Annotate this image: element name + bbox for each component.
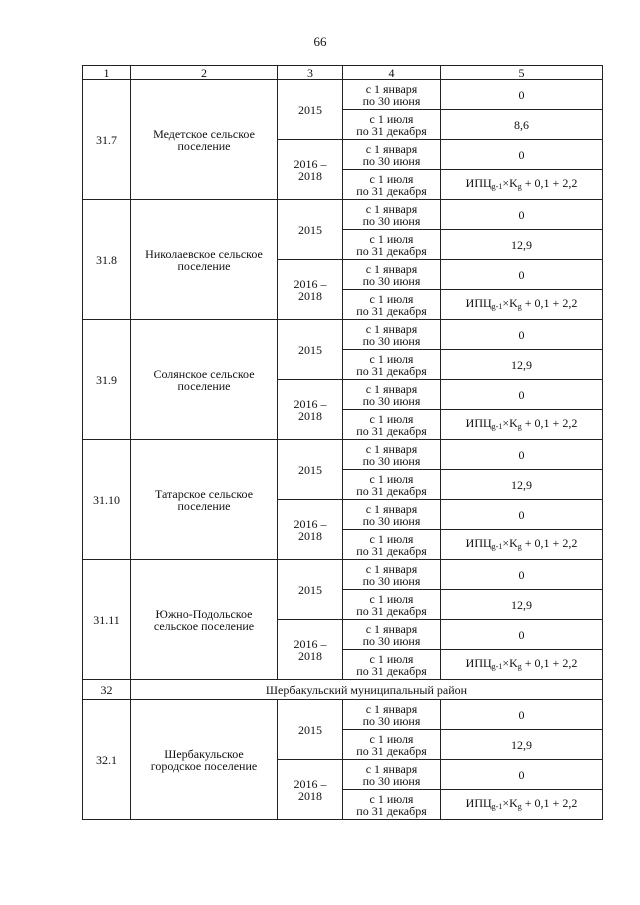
period-text: с 1 января (365, 381, 418, 396)
period-text: по 31 декабря (356, 123, 427, 138)
formula-base: ИПЦ (465, 655, 492, 670)
formula-tail: + 0,1 + 2,2 (521, 655, 578, 670)
value-cell (441, 590, 603, 620)
period-text: с 1 июля (369, 111, 414, 126)
formula-base: ИПЦ (465, 415, 492, 430)
period-cell (343, 290, 441, 320)
year-text: 2015 (298, 462, 322, 477)
period-cell (343, 560, 441, 590)
table-row (83, 320, 603, 350)
settlement-name (131, 700, 278, 820)
value-text: 0 (518, 267, 525, 282)
value-text: 0 (518, 87, 525, 102)
period-text: по 30 июня (362, 713, 421, 728)
period-text: по 31 декабря (356, 423, 427, 438)
period-text: с 1 июля (369, 291, 414, 306)
period-cell (343, 760, 441, 790)
period-text: с 1 июля (369, 791, 414, 806)
period-cell (343, 700, 441, 730)
formula-subscript: g (517, 541, 522, 551)
value-cell (441, 200, 603, 230)
year-text: 2015 (298, 342, 322, 357)
period-text: по 31 декабря (356, 663, 427, 678)
period-text: по 31 декабря (356, 603, 427, 618)
period-text: по 30 июня (362, 773, 421, 788)
year-text: 2018 (298, 168, 322, 183)
formula-tail: + 0,1 + 2,2 (521, 415, 578, 430)
value-text: 12,9 (511, 477, 532, 492)
formula-cell (441, 410, 603, 440)
year-cell (278, 260, 343, 320)
year-text: 2018 (298, 528, 322, 543)
settlement-name-line: Татарское сельское (154, 486, 254, 501)
table-row (83, 700, 603, 730)
row-number-text: 31.11 (93, 612, 120, 627)
period-text: по 30 июня (362, 513, 421, 528)
year-cell (278, 500, 343, 560)
value-text: 0 (518, 767, 525, 782)
formula-subscript: g-1 (491, 661, 503, 671)
district-row (83, 680, 603, 700)
period-text: по 31 декабря (356, 243, 427, 258)
period-text: по 30 июня (362, 153, 421, 168)
year-text: 2015 (298, 582, 322, 597)
period-cell (343, 320, 441, 350)
settlement-name-line: Южно-Подольское (155, 606, 253, 621)
period-text: по 30 июня (362, 573, 421, 588)
year-text: 2018 (298, 288, 322, 303)
formula-base: ИПЦ (465, 795, 492, 810)
formula-base: ИПЦ (465, 295, 492, 310)
formula-subscript: g-1 (491, 541, 503, 551)
row-number-text: 31.8 (96, 252, 117, 267)
year-text: 2016 – (293, 776, 327, 791)
period-text: с 1 июля (369, 411, 414, 426)
value-cell (441, 80, 603, 110)
value-cell (441, 140, 603, 170)
period-text: с 1 июля (369, 651, 414, 666)
value-text: 0 (518, 447, 525, 462)
period-text: по 30 июня (362, 453, 421, 468)
row-number (83, 200, 131, 320)
period-text: по 30 июня (362, 333, 421, 348)
year-text: 2015 (298, 222, 322, 237)
header-cell: 5 (441, 66, 603, 80)
formula-multiplier: ×K (502, 535, 518, 550)
period-text: с 1 июля (369, 591, 414, 606)
year-text: 2018 (298, 788, 322, 803)
period-text: по 31 декабря (356, 483, 427, 498)
value-cell (441, 230, 603, 260)
value-text: 0 (518, 207, 525, 222)
period-cell (343, 200, 441, 230)
period-text: по 30 июня (362, 393, 421, 408)
value-cell (441, 730, 603, 760)
period-text: с 1 июля (369, 731, 414, 746)
header-cell: 3 (278, 66, 343, 80)
formula-subscript: g-1 (491, 181, 503, 191)
formula-subscript: g (517, 421, 522, 431)
row-number (83, 80, 131, 200)
value-text: 12,9 (511, 737, 532, 752)
year-cell (278, 380, 343, 440)
row-number-text: 31.10 (93, 492, 120, 507)
formula-subscript: g-1 (491, 801, 503, 811)
formula-base: ИПЦ (465, 175, 492, 190)
period-cell (343, 470, 441, 500)
settlement-name (131, 320, 278, 440)
page-number: 66 (313, 34, 327, 49)
period-text: по 31 декабря (356, 183, 427, 198)
value-text: 0 (518, 147, 525, 162)
formula-subscript: g (517, 801, 522, 811)
formula-cell (441, 290, 603, 320)
period-cell (343, 500, 441, 530)
period-cell (343, 730, 441, 760)
period-text: по 31 декабря (356, 303, 427, 318)
period-text: с 1 июля (369, 171, 414, 186)
year-text: 2016 – (293, 276, 327, 291)
year-text: 2016 – (293, 636, 327, 651)
table-row (83, 80, 603, 110)
year-text: 2015 (298, 102, 322, 117)
formula-subscript: g (517, 661, 522, 671)
period-text: с 1 июля (369, 351, 414, 366)
value-cell (441, 320, 603, 350)
year-cell (278, 200, 343, 260)
period-cell (343, 110, 441, 140)
year-text: 2015 (298, 722, 322, 737)
row-number (83, 700, 131, 820)
settlement-name-line: поселение (177, 498, 231, 513)
period-text: с 1 июля (369, 471, 414, 486)
period-cell (343, 80, 441, 110)
year-text: 2016 – (293, 156, 327, 171)
value-cell (441, 560, 603, 590)
settlement-name (131, 440, 278, 560)
period-text: по 30 июня (362, 93, 421, 108)
value-cell (441, 760, 603, 790)
period-cell (343, 170, 441, 200)
value-text: 12,9 (511, 357, 532, 372)
period-text: с 1 января (365, 561, 418, 576)
header-cell: 2 (131, 66, 278, 80)
header-cell: 4 (343, 66, 441, 80)
table-row (83, 200, 603, 230)
settlement-name-line: Николаевское сельское (145, 246, 263, 261)
row-number (83, 560, 131, 680)
table-row (83, 560, 603, 590)
settlement-name-line: поселение (177, 378, 231, 393)
period-cell (343, 530, 441, 560)
header-cell: 1 (83, 66, 131, 80)
formula-tail: + 0,1 + 2,2 (521, 175, 578, 190)
settlement-name-line: Солянское сельское (153, 366, 255, 381)
year-text: 2018 (298, 408, 322, 423)
formula-multiplier: ×K (502, 655, 518, 670)
district-name-text: Шербакульский муниципальный район (265, 682, 468, 697)
year-cell (278, 560, 343, 620)
period-text: с 1 января (365, 701, 418, 716)
settlement-name-line: Медетское сельское (153, 126, 255, 141)
period-text: с 1 января (365, 501, 418, 516)
year-cell (278, 440, 343, 500)
value-cell (441, 350, 603, 380)
period-cell (343, 620, 441, 650)
period-text: с 1 июля (369, 231, 414, 246)
value-text: 0 (518, 627, 525, 642)
year-cell (278, 620, 343, 680)
row-number-text: 31.9 (96, 372, 117, 387)
settlement-name-line: Шербакульское (164, 746, 244, 761)
period-cell (343, 440, 441, 470)
year-text: 2016 – (293, 396, 327, 411)
settlement-name (131, 80, 278, 200)
formula-tail: + 0,1 + 2,2 (521, 295, 578, 310)
settlement-name-line: поселение (177, 138, 231, 153)
formula-base: ИПЦ (465, 535, 492, 550)
value-text: 12,9 (511, 237, 532, 252)
formula-multiplier: ×K (502, 415, 518, 430)
year-cell (278, 140, 343, 200)
row-number-text: 32.1 (96, 752, 117, 767)
value-cell (441, 700, 603, 730)
year-text: 2016 – (293, 516, 327, 531)
formula-cell (441, 530, 603, 560)
header-row (83, 66, 603, 80)
value-text: 8,6 (514, 117, 529, 132)
row-number (83, 320, 131, 440)
district-number-text: 32 (100, 682, 113, 697)
period-text: по 30 июня (362, 633, 421, 648)
period-text: по 30 июня (362, 213, 421, 228)
value-cell (441, 500, 603, 530)
settlement-name-line: поселение (177, 258, 231, 273)
value-cell (441, 260, 603, 290)
value-text: 0 (518, 327, 525, 342)
period-text: по 31 декабря (356, 543, 427, 558)
period-text: с 1 января (365, 141, 418, 156)
row-number-text: 31.7 (96, 132, 117, 147)
formula-tail: + 0,1 + 2,2 (521, 535, 578, 550)
formula-cell (441, 170, 603, 200)
district-name (131, 680, 603, 700)
period-cell (343, 140, 441, 170)
period-cell (343, 350, 441, 380)
row-number (83, 440, 131, 560)
period-cell (343, 590, 441, 620)
year-cell (278, 80, 343, 140)
period-text: по 30 июня (362, 273, 421, 288)
year-cell (278, 700, 343, 760)
period-cell (343, 410, 441, 440)
value-cell (441, 470, 603, 500)
period-cell (343, 260, 441, 290)
formula-multiplier: ×K (502, 175, 518, 190)
year-text: 2018 (298, 648, 322, 663)
value-text: 0 (518, 507, 525, 522)
table-row (83, 440, 603, 470)
value-text: 0 (518, 387, 525, 402)
period-cell (343, 230, 441, 260)
period-text: по 31 декабря (356, 803, 427, 818)
value-text: 12,9 (511, 597, 532, 612)
formula-multiplier: ×K (502, 795, 518, 810)
period-text: по 31 декабря (356, 363, 427, 378)
period-text: с 1 января (365, 441, 418, 456)
period-text: с 1 января (365, 621, 418, 636)
settlement-name (131, 200, 278, 320)
formula-multiplier: ×K (502, 295, 518, 310)
period-text: с 1 января (365, 81, 418, 96)
value-cell (441, 440, 603, 470)
period-cell (343, 650, 441, 680)
formula-subscript: g-1 (491, 301, 503, 311)
period-cell (343, 790, 441, 820)
tariff-table (82, 65, 603, 820)
value-text: 0 (518, 707, 525, 722)
period-text: с 1 января (365, 761, 418, 776)
period-text: с 1 июля (369, 531, 414, 546)
formula-tail: + 0,1 + 2,2 (521, 795, 578, 810)
value-cell (441, 380, 603, 410)
year-cell (278, 760, 343, 820)
period-text: по 31 декабря (356, 743, 427, 758)
formula-subscript: g (517, 181, 522, 191)
formula-cell (441, 650, 603, 680)
formula-subscript: g-1 (491, 421, 503, 431)
period-text: с 1 января (365, 321, 418, 336)
value-text: 0 (518, 567, 525, 582)
formula-cell (441, 790, 603, 820)
settlement-name-line: городское поселение (150, 758, 258, 773)
value-cell (441, 110, 603, 140)
period-cell (343, 380, 441, 410)
year-cell (278, 320, 343, 380)
formula-subscript: g (517, 301, 522, 311)
value-cell (441, 620, 603, 650)
district-number (83, 680, 131, 700)
period-text: с 1 января (365, 261, 418, 276)
settlement-name (131, 560, 278, 680)
period-text: с 1 января (365, 201, 418, 216)
settlement-name-line: сельское поселение (153, 618, 255, 633)
